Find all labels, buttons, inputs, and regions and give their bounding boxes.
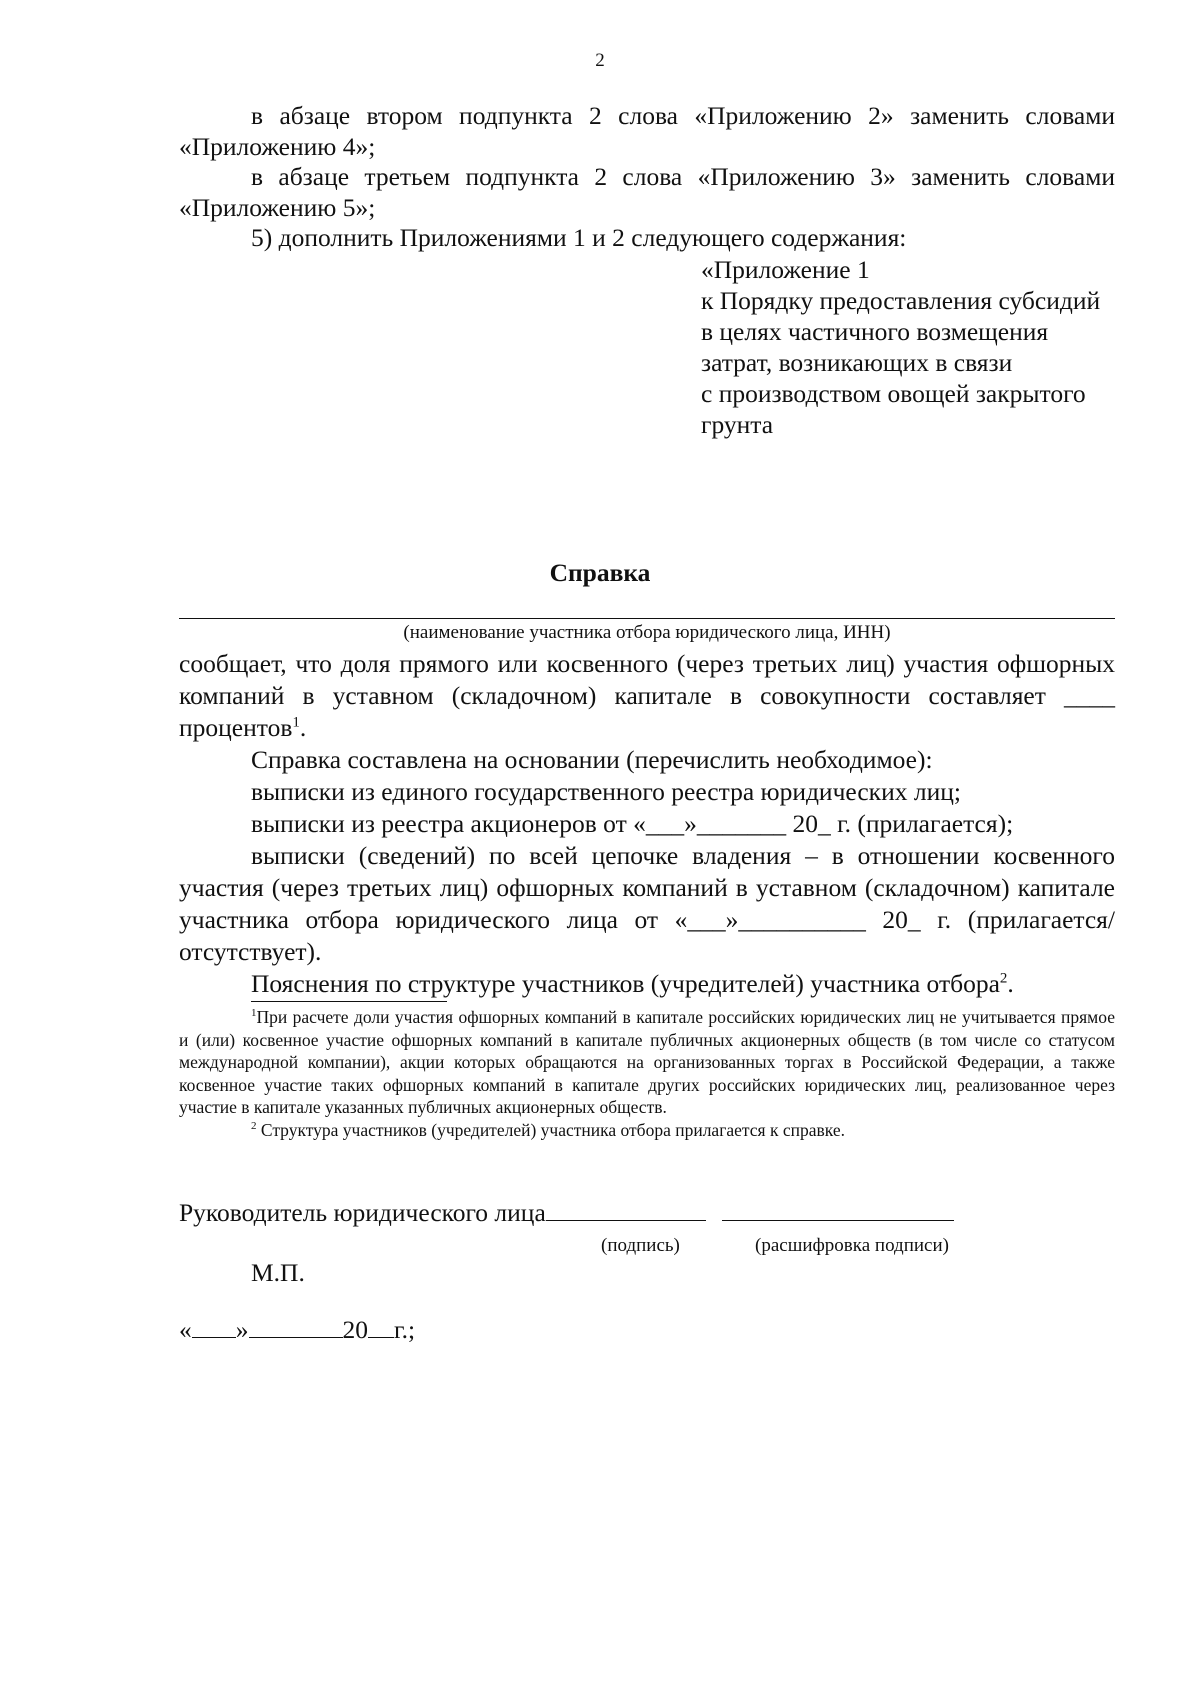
signature-line — [179, 1198, 1119, 1228]
appendix-header-line: к Порядку предоставления субсидий — [701, 285, 1101, 315]
date-year: 20 — [342, 1315, 368, 1344]
date-line — [179, 1315, 415, 1345]
name-field-caption: (наименование участника отбора юридического лица, ИНН) — [403, 622, 891, 643]
date-quote-open: « — [179, 1315, 192, 1344]
paragraph: выписки из единого государственного реестра юридических лиц; — [251, 777, 961, 806]
amendment-text — [179, 101, 1115, 440]
footnote-ref: 2 — [999, 970, 1008, 987]
page-number: 2 — [595, 50, 605, 71]
footnote-2 — [179, 1119, 1115, 1142]
signature-caption: (подпись) — [601, 1235, 680, 1256]
appendix-header-line: с производством овощей закрытого — [701, 378, 1086, 408]
year-blank — [368, 1315, 394, 1338]
document-title: Справка — [549, 558, 651, 587]
paragraph-share — [179, 648, 1115, 744]
name-field-line — [179, 618, 1115, 619]
footnote-1 — [179, 1006, 1115, 1119]
footnote-text: Структура участников (учредителей) участника отбора прилагается к справке. — [260, 1119, 845, 1140]
footnote-separator — [251, 1001, 447, 1002]
signature-decode-caption: (расшифровка подписи) — [755, 1235, 949, 1256]
footnotes — [179, 1006, 1115, 1141]
signature-block — [179, 1198, 1119, 1228]
signatory-label: Руководитель юридического лица — [179, 1198, 546, 1227]
appendix-header-line: «Приложение 1 — [701, 254, 870, 284]
appendix-header — [701, 254, 1115, 440]
appendix-header-line: в целях частичного возмещения — [701, 316, 1049, 346]
paragraph: 5) дополнить Приложениями 1 и 2 следующего содержания: — [251, 223, 907, 252]
paragraph: выписки из реестра акционеров от «___»_______ 20_ г. (прилагается); — [251, 809, 1014, 838]
date-quote-close: » — [235, 1315, 249, 1344]
paragraph: в абзаце втором подпункта 2 слова «Приложению 2» заменить словами «Приложению 4»; — [179, 101, 1115, 161]
paragraph: выписки (сведений) по всей цепочке владения – в отношении косвенного участия (через третьих лиц) офшорных компаний в уставном (складочном) капитале участника отбора юридического лица от «___»__________ 20_ г. (прилагается/отсутствует). — [179, 841, 1115, 966]
period: . — [299, 713, 307, 742]
month-blank — [249, 1315, 343, 1338]
percent-blank: ____ — [1064, 681, 1116, 710]
percent-label: процентов — [179, 713, 293, 742]
footnote-number: 1 — [251, 1007, 257, 1020]
paragraph-structure-text: Пояснения по структуре участников (учредителей) участника отбора — [251, 969, 1000, 998]
paragraph: в абзаце третьем подпункта 2 слова «Приложению 3» заменить словами «Приложению 5»; — [179, 162, 1115, 222]
paragraph-share-text: сообщает, что доля прямого или косвенного (через третьих лиц) участия офшорных компаний в уставном (складочном) капитале в совокупности составляет — [179, 649, 1115, 710]
paragraph: Справка составлена на основании (перечислить необходимое): — [251, 745, 933, 774]
date-suffix: г.; — [394, 1315, 416, 1344]
appendix-header-line: грунта — [701, 409, 774, 439]
day-blank — [192, 1315, 236, 1338]
signature-decode-blank — [722, 1198, 954, 1221]
appendix-header-line: затрат, возникающих в связи — [701, 347, 1013, 377]
period: . — [1007, 969, 1014, 998]
footnote-ref: 1 — [292, 714, 300, 731]
footnote-text: При расчете доли участия офшорных компаний в капитале российских юридических лиц не учитывается прямое и (или) косвенное участие офшорных компаний в капитале публичных акционерных обществ (в том числе со статусом международной компании), акции которых обращаются на организованных торгах в Российской Федерации, а также косвенное участие таких офшорных компаний в капитале других российских юридических лиц, реализованное через участие в капитале указанных публичных акционерных обществ. — [179, 1007, 1115, 1117]
signature-blank — [546, 1198, 706, 1221]
footnote-number: 2 — [251, 1119, 257, 1132]
paragraph-structure — [179, 968, 1115, 1000]
stamp-place: М.П. — [251, 1258, 305, 1287]
certificate-body — [179, 648, 1115, 1000]
